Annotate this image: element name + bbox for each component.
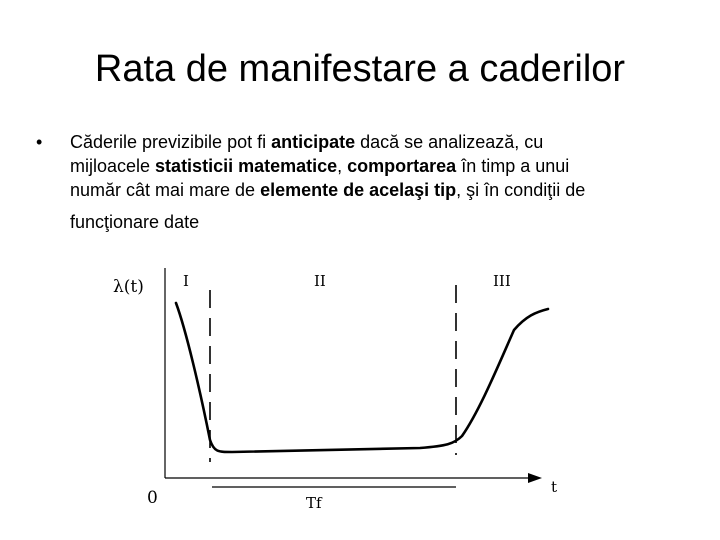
bullet-segment: Căderile previzibile pot fi <box>70 132 272 152</box>
bullet-segment: funcţionare date <box>70 212 200 232</box>
bullet-marker: • <box>36 132 43 152</box>
bullet-line <box>70 154 676 178</box>
region-label-1: I <box>183 272 189 290</box>
y-axis-label: λ(t) <box>113 277 144 297</box>
bullet-emphasis: comportarea <box>347 156 457 176</box>
region-label-3: III <box>493 272 511 290</box>
failure-rate-curve <box>176 303 548 452</box>
slide-title: Rata de manifestare a caderilor <box>94 48 626 90</box>
bullet-emphasis: statisticii matematice <box>155 156 338 176</box>
bullet-line <box>70 210 676 234</box>
bullet-emphasis: anticipate <box>271 132 356 152</box>
x-axis-label: t <box>551 478 558 496</box>
origin-label: 0 <box>147 488 158 508</box>
bullet-emphasis: elemente de acelaşi tip <box>260 180 457 200</box>
bullet-segment: număr cât mai mare de <box>70 180 261 200</box>
bullet-segment: dacă se analizează, cu <box>355 132 544 152</box>
bullet-line <box>70 178 676 202</box>
x-axis-arrow-icon <box>528 473 542 483</box>
bullet-line <box>70 130 676 154</box>
bullet-segment: , şi în condiţii de <box>456 180 586 200</box>
bullet-segment: mijloacele <box>70 156 156 176</box>
region-label-2: II <box>314 272 326 290</box>
bullet-text <box>70 130 676 234</box>
bullet-segment: , <box>337 156 348 176</box>
bullet-segment: în timp a unui <box>456 156 570 176</box>
interval-label: Tf <box>306 494 322 512</box>
